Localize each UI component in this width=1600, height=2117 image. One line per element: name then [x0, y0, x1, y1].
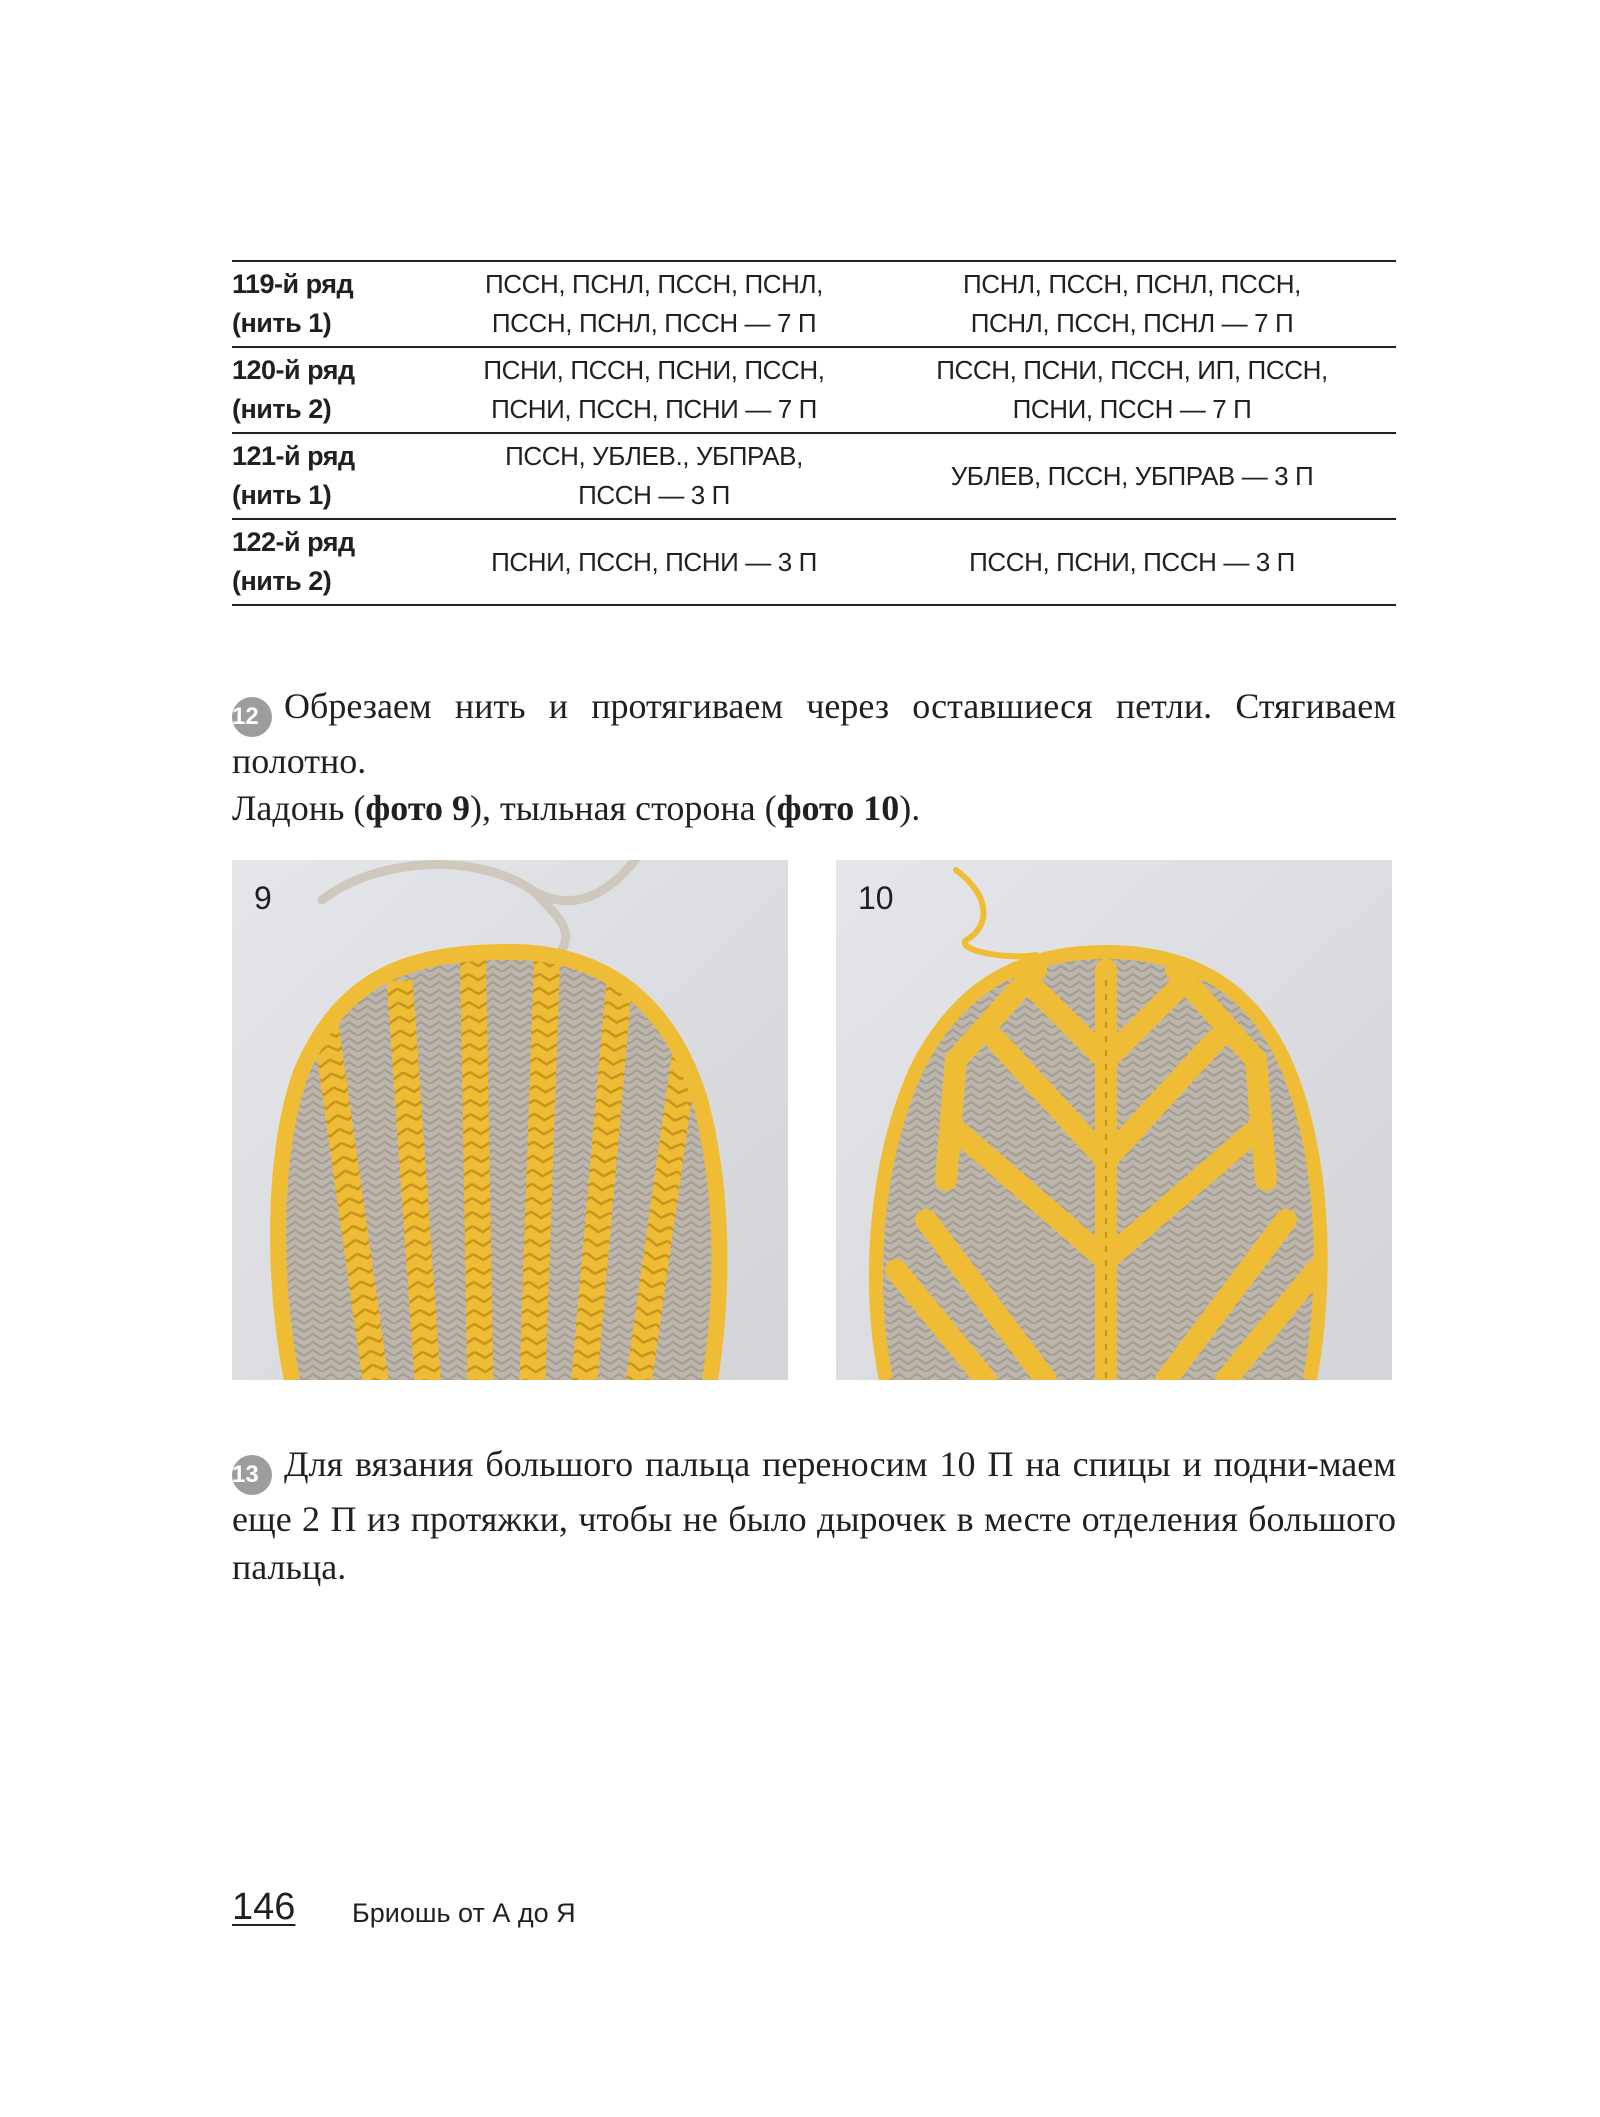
table-row — [232, 434, 1396, 520]
row-instructions-right: ПССН, ПСНИ, ПССН — 3 П — [969, 546, 1295, 577]
row-label: 119-й ряд (нить 1) — [232, 269, 354, 338]
photo-10-reference: фото 10 — [776, 788, 900, 828]
row-label: 122-й ряд (нить 2) — [232, 527, 355, 596]
row-label: 121-й ряд (нить 1) — [232, 441, 355, 510]
row-instructions-left: ПСНИ, ПССН, ПСНИ — 3 П — [491, 546, 817, 577]
table-row — [232, 348, 1396, 434]
row-instructions-right: ПССН, ПСНИ, ПССН, ИП, ПССН, ПСНИ, ПССН — 7 П — [936, 355, 1328, 424]
knitted-palm-image — [232, 860, 788, 1380]
step-number-badge: 13 — [232, 1455, 272, 1495]
step-number-badge: 12 — [232, 697, 272, 737]
step-13-text: Для вязания большого пальца переносим 10 П на спицы и подни-маем еще 2 П из протяжки, чтобы не было дырочек в месте отделения большого пальца. — [232, 1444, 1396, 1587]
step-13-paragraph — [232, 1440, 1396, 1591]
photo-reference-line: Ладонь (фото 9), тыльная сторона (фото 10). — [232, 788, 921, 828]
row-instructions-right: УБЛЕВ, ПССН, УБПРАВ — 3 П — [950, 460, 1314, 491]
row-instructions-right: ПСНЛ, ПССН, ПСНЛ, ПССН, ПСНЛ, ПССН, ПСНЛ — 7 П — [962, 269, 1301, 338]
row-instructions-left: ПССН, ПСНЛ, ПССН, ПСНЛ, ПССН, ПСНЛ, ПССН — 7 П — [484, 269, 823, 338]
photo-9-palm — [232, 860, 788, 1380]
row-instructions-left: ПССН, УБЛЕВ., УБПРАВ, ПССН — 3 П — [505, 441, 803, 510]
knitted-back-image — [836, 860, 1392, 1380]
instruction-table — [232, 260, 1396, 606]
table-row — [232, 520, 1396, 606]
photo-9-reference: фото 9 — [365, 788, 471, 828]
photo-10-back — [836, 860, 1392, 1380]
photo-label: 9 — [254, 880, 272, 916]
step-12-paragraph — [232, 682, 1396, 785]
book-title: Бриошь от А до Я — [352, 1898, 576, 1928]
step-12-text: Обрезаем нить и протягиваем через оставшиеся петли. Стягиваем полотно. — [232, 686, 1396, 781]
table-row — [232, 262, 1396, 348]
row-label: 120-й ряд (нить 2) — [232, 355, 355, 424]
photo-label: 10 — [858, 880, 894, 916]
row-instructions-left: ПСНИ, ПССН, ПСНИ, ПССН, ПСНИ, ПССН, ПСНИ — 7 П — [483, 355, 825, 424]
page-number: 146 — [232, 1886, 296, 1928]
